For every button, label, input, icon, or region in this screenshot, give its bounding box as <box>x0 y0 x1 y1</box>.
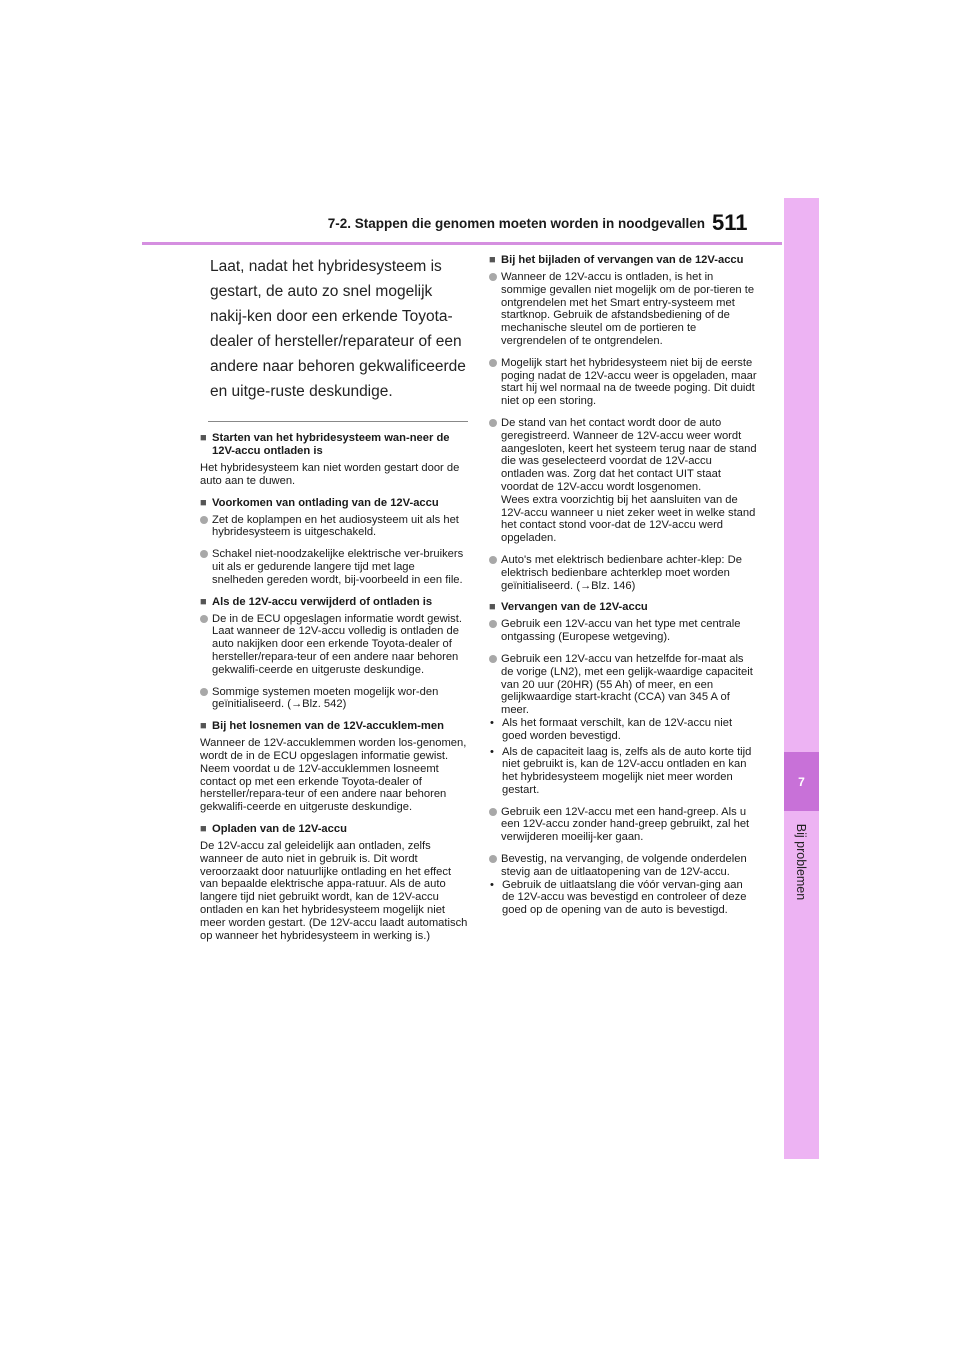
chapter-label-text: Bij problemen <box>794 823 809 901</box>
header-rule <box>142 242 782 245</box>
list-item-text: Auto's met elektrisch bedienbare achter-klep: De elektrisch bedienbare achterklep moet worden geïnitialiseerd. (→Blz. 146) <box>501 553 742 592</box>
sub-list-item <box>489 746 757 797</box>
list-item <box>200 548 468 586</box>
heading-text: Voorkomen van ontlading van de 12V-accu <box>212 496 439 509</box>
paragraph: Wanneer de 12V-accuklemmen worden los-genomen, wordt de in de ECU opgeslagen informatie gewist. Neem voordat u de 12V-accuklemmen losneemt contact op met een erkende Toyota-dealer of hersteller/repara-teur of een andere naar behoren gekwalifi-ceerde en uitgeruste deskundige. <box>200 737 467 814</box>
section-title: 7-2. Stappen die genomen moeten worden in noodgevallen <box>327 216 705 231</box>
circle-bullet-icon <box>489 853 501 865</box>
square-bullet-icon: ■ <box>489 601 496 614</box>
circle-bullet-icon <box>489 554 501 566</box>
list-item <box>489 357 757 408</box>
sub-list-item-text: Als de capaciteit laag is, zelfs als de auto korte tijd niet gebruikt is, kan de 12V-accu ontladen en kan het hybridesysteem mogelijk niet meer worden gestart. <box>502 745 752 796</box>
heading-text: Vervangen van de 12V-accu <box>501 601 648 614</box>
list-item <box>489 618 757 644</box>
circle-bullet-icon <box>489 653 501 665</box>
list-item <box>489 271 757 348</box>
circle-bullet-icon <box>200 514 212 526</box>
list-item <box>489 653 757 717</box>
section-heading <box>200 432 468 458</box>
sub-list-item-text: Als het formaat verschilt, kan de 12V-accu niet goed worden bevestigd. <box>502 716 733 742</box>
section-heading <box>200 823 468 836</box>
circle-bullet-icon <box>200 548 212 560</box>
circle-bullet-icon <box>489 271 501 283</box>
section-heading <box>489 601 757 614</box>
chapter-number-tab[interactable]: 7 <box>784 752 819 811</box>
circle-bullet-icon <box>489 806 501 818</box>
list-item-text: Zet de koplampen en het audiosysteem uit als het hybridesysteem is uitgeschakeld. <box>212 513 459 539</box>
square-bullet-icon: ■ <box>200 432 207 444</box>
chapter-label <box>784 812 819 912</box>
list-item-text: Gebruik een 12V-accu van hetzelfde for-maat als de vorige (LN2), met een gelijk-waardige capaciteit van 20 uur (20HR) (55 Ah) of meer, en een gelijkwaardige start-kracht (CCA) van 345 A of meer. <box>501 652 753 717</box>
section-heading <box>200 720 468 733</box>
side-tab-strip <box>784 198 819 1159</box>
circle-bullet-icon <box>200 686 212 698</box>
section-heading <box>200 497 468 510</box>
list-item <box>489 417 757 545</box>
paragraph: Het hybridesysteem kan niet worden gestart door de auto aan te duwen. <box>200 462 460 487</box>
list-item-text <box>501 417 757 545</box>
heading-text: Opladen van de 12V-accu <box>212 822 347 835</box>
right-column <box>489 254 757 920</box>
square-bullet-icon: ■ <box>489 254 496 266</box>
circle-bullet-icon <box>489 417 501 429</box>
page-number: 511 <box>712 210 748 235</box>
heading-text: Bij het losnemen van de 12V-accuklem-men <box>212 720 444 733</box>
list-item-text: Wanneer de 12V-accu is ontladen, is het in sommige gevallen niet mogelijk om de por-tieren te ontgrendelen met het Smart entry-systeem met startknop. Gebruik de afstandsbediening of de mechanische sleutel om de portieren te vergrendelen of te ontgrendelen. <box>501 271 755 347</box>
list-item-text: Schakel niet-noodzakelijke elektrische ver-bruikers uit als er gedurende langere tijd met lage snelheden gereden wordt, bij-voorbeeld in een file. <box>212 548 464 586</box>
list-item-text: Gebruik een 12V-accu met een hand-greep. Als u een 12V-accu zonder hand-greep gebruikt, zal het verwijderen moeilij-ker gaan. <box>501 805 750 844</box>
sub-list-item-text: Gebruik de uitlaatslang die vóór vervan-ging aan de 12V-accu was bevestigd en controleer of deze goed op de opening van de auto is bevestigd. <box>502 878 747 917</box>
sub-bullet-icon: • <box>490 745 494 758</box>
square-bullet-icon: ■ <box>200 595 207 608</box>
intro-divider <box>208 421 468 422</box>
list-item-text-part: De stand van het contact wordt door de auto geregistreerd. Wanneer de 12V-accu weer wordt aangesloten, keert het systeem terug naar de stand die was geselecteerd voordat de 12V-accu ontladen was. Zorg dat het contact UIT staat voordat de 12V-accu wordt losgenomen. <box>501 416 757 493</box>
list-item <box>489 853 757 879</box>
list-item-text: Bevestig, na vervanging, de volgende onderdelen stevig aan de uitlaatopening van de 12V-accu. <box>501 853 747 878</box>
heading-text: Starten van het hybridesysteem wan-neer de 12V-accu ontladen is <box>212 432 450 457</box>
list-item <box>489 554 757 592</box>
paragraph: De 12V-accu zal geleidelijk aan ontladen, zelfs wanneer de auto niet in gebruik is. Dit wordt veroorzaakt door natuurlijke ontlading en het effect van bepaalde elektrische appa-ratuur. Als de auto langere tijd niet gebruikt wordt, kan de 12V-accu ontladen en kan het hybridesysteem mogelijk niet meer worden gestart. (De 12V-accu laadt automatisch op wanneer het hybridesysteem in werking is.) <box>200 839 468 942</box>
list-item <box>200 686 468 712</box>
section-heading <box>489 254 757 267</box>
list-item-text: De in de ECU opgeslagen informatie wordt gewist. Laat wanneer de 12V-accu volledig is ontladen de auto nakijken door een erkende Toyota-dealer of hersteller/repara-teur of een andere naar behoren gekwalifi-ceerde en uitgeruste deskundige. <box>212 612 462 676</box>
sub-bullet-icon: • <box>490 878 494 891</box>
section-heading <box>200 596 468 609</box>
list-item <box>200 514 468 540</box>
heading-text: Bij het bijladen of vervangen van de 12V-accu <box>501 254 744 266</box>
square-bullet-icon: ■ <box>200 496 207 509</box>
sub-list-item <box>489 717 757 743</box>
circle-bullet-icon <box>489 618 501 630</box>
list-item-text: Gebruik een 12V-accu van het type met centrale ontgassing (Europese wetgeving). <box>501 618 741 644</box>
list-item-text-part: Wees extra voorzichtig bij het aansluiten van de 12V-accu wanneer u niet zeker weet in welke stand het contact stond voor-dat de 12V-accu werd opgeladen. <box>501 493 756 545</box>
square-bullet-icon: ■ <box>200 822 207 835</box>
circle-bullet-icon <box>200 613 212 625</box>
list-item-text: Sommige systemen moeten mogelijk wor-den geïnitialiseerd. (→Blz. 542) <box>212 685 439 711</box>
circle-bullet-icon <box>489 357 501 369</box>
sub-bullet-icon: • <box>490 716 494 729</box>
left-column <box>200 254 468 951</box>
list-item-text: Mogelijk start het hybridesysteem niet bij de eerste poging nadat de 12V-accu weer is opgeladen, maar start hij wel normaal na de tweede poging. Dit duidt niet op een storing. <box>501 356 757 408</box>
list-item <box>200 613 468 677</box>
heading-text: Als de 12V-accu verwijderd of ontladen is <box>212 595 433 608</box>
list-item <box>489 806 757 844</box>
sub-list-item <box>489 879 757 917</box>
square-bullet-icon: ■ <box>200 720 207 733</box>
intro-paragraph: Laat, nadat het hybridesysteem is gestart, de auto zo snel mogelijk nakij-ken door een erkende Toyota-dealer of hersteller/reparateur of een andere naar behoren gekwalificeerde en uitge-ruste deskundige. <box>210 258 466 400</box>
